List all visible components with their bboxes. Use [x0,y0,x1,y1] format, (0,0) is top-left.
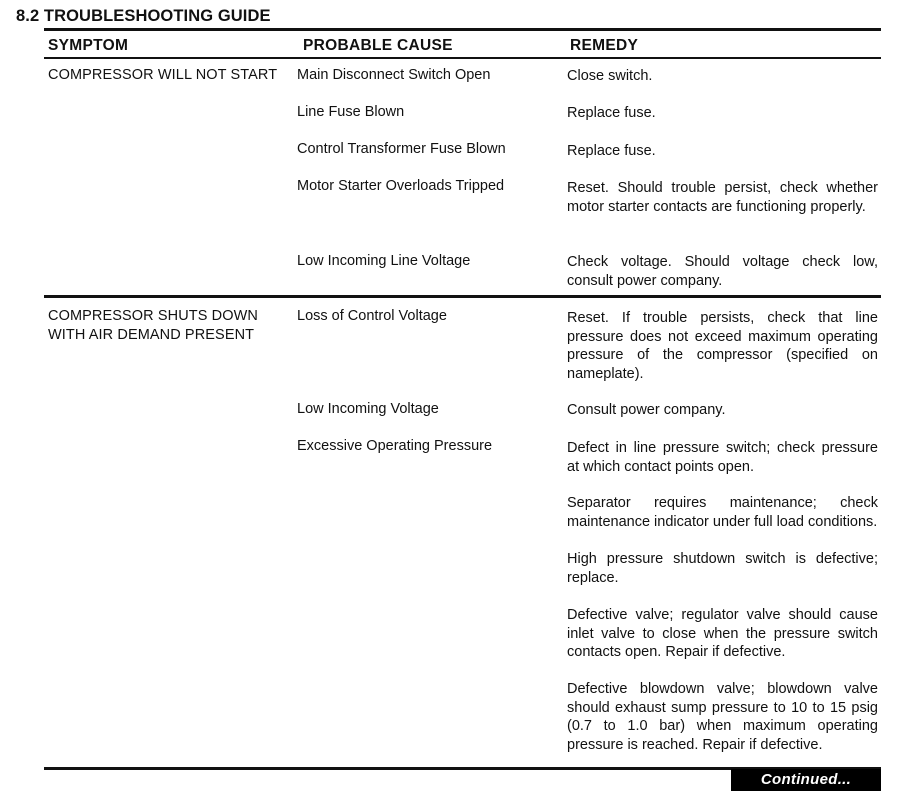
cause-cell: Low Incoming Voltage [297,401,439,417]
symptom-cell: COMPRESSOR SHUTS DOWN WITH AIR DEMAND PRESENT [48,308,258,343]
cause-cell: Low Incoming Line Voltage [297,253,471,269]
section-title: 8.2 TROUBLESHOOTING GUIDE [16,7,271,25]
remedy-cell: High pressure shutdown switch is defective; replace. [567,551,878,586]
column-header-symptom: SYMPTOM [48,37,129,54]
header-top-rule [44,28,881,31]
cause-cell: Main Disconnect Switch Open [297,67,491,83]
remedy-cell: Consult power company. [567,402,726,418]
remedy-cell: Replace fuse. [567,105,656,121]
group-divider-rule [44,295,881,298]
column-header-probable-cause: PROBABLE CAUSE [303,37,453,54]
remedy-cell: Check voltage. Should voltage check low, consult power company. [567,254,878,289]
cause-cell: Control Transformer Fuse Blown [297,141,506,157]
cause-cell: Motor Starter Overloads Tripped [297,178,505,194]
symptom-cell: COMPRESSOR WILL NOT START [48,67,278,83]
header-bottom-rule [44,57,881,59]
cause-cell: Loss of Control Voltage [297,308,447,324]
remedy-cell: Defective blowdown valve; blowdown valve should exhaust sump pressure to 10 to 15 psig (0.7 to 1.0 bar) when maximum operating pressure is reached. Repair if defective. [567,681,878,753]
remedy-cell: Reset. If trouble persists, check that line pressure does not exceed maximum operating pressure of the compressor (specified on nameplate). [567,310,878,382]
cause-cell: Line Fuse Blown [297,104,405,120]
remedy-cell: Close switch. [567,68,653,84]
cause-cell: Excessive Operating Pressure [297,438,493,454]
column-header-remedy: REMEDY [570,37,639,54]
remedy-cell: Defective valve; regulator valve should cause inlet valve to close when the pressure switch contacts open. Repair if defective. [567,607,878,660]
remedy-cell: Reset. Should trouble persist, check whether motor starter contacts are functioning properly. [567,180,878,215]
remedy-cell: Defect in line pressure switch; check pressure at which contact points open. [567,440,878,475]
remedy-cell: Separator requires maintenance; check maintenance indicator under full load conditions. [567,495,878,530]
remedy-cell: Replace fuse. [567,143,656,159]
continued-tab: Continued... [731,769,881,791]
